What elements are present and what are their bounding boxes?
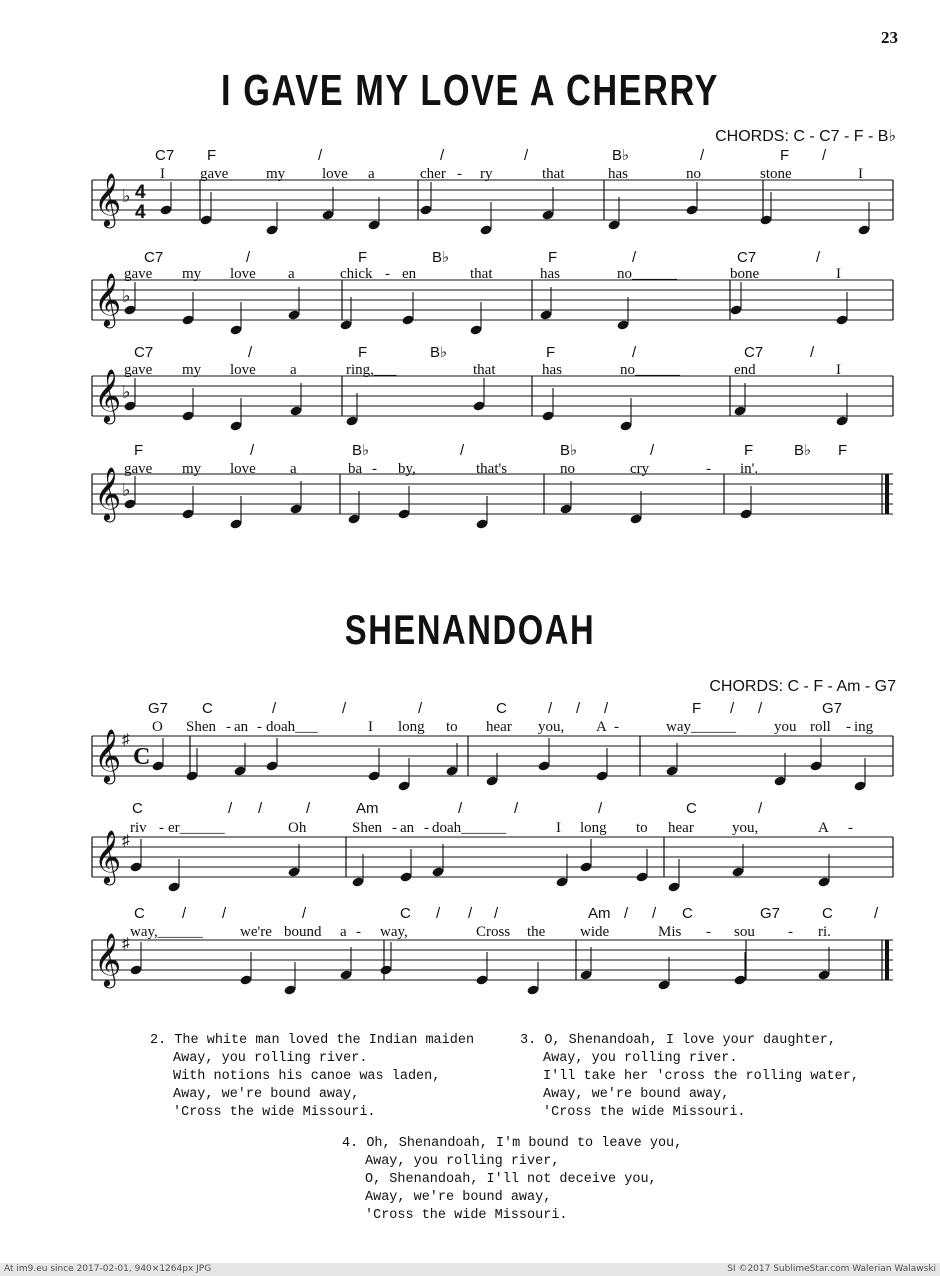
treble-clef-icon: 𝄞 bbox=[94, 368, 122, 422]
lyric-syllable: no______ bbox=[620, 362, 680, 378]
lyric-syllable: I bbox=[556, 820, 561, 836]
lyric-syllable: love bbox=[230, 362, 256, 378]
flat-sign: ♭ bbox=[122, 286, 131, 306]
chord-symbol: / bbox=[874, 905, 879, 922]
treble-clef-icon: 𝄞 bbox=[94, 829, 122, 883]
lyric-syllable: - bbox=[848, 820, 853, 836]
lyric-syllable: a bbox=[290, 362, 297, 378]
lyric-syllable: by, bbox=[398, 461, 416, 477]
chord-symbol: / bbox=[458, 800, 463, 817]
lyric-syllable: - bbox=[159, 820, 164, 836]
lyric-syllable: cher bbox=[420, 166, 446, 182]
chord-symbol: / bbox=[816, 249, 821, 266]
chord-symbol: / bbox=[306, 800, 311, 817]
chord-symbol: C bbox=[400, 905, 411, 922]
chord-symbol: / bbox=[440, 147, 445, 164]
lyric-syllable: A bbox=[818, 820, 829, 836]
chord-symbol: B♭ bbox=[432, 249, 450, 266]
treble-clef-icon: 𝄞 bbox=[94, 172, 122, 226]
chord-symbol: B♭ bbox=[794, 442, 812, 459]
chord-symbol: / bbox=[228, 800, 233, 817]
chord-symbol: / bbox=[758, 700, 763, 717]
verse-4 bbox=[342, 1135, 682, 1225]
chord-symbol: F bbox=[134, 442, 144, 459]
verse-line: Away, we're bound away, bbox=[173, 1087, 360, 1102]
lyric-syllable: stone bbox=[760, 166, 792, 182]
chord-symbol: / bbox=[342, 700, 347, 717]
lyric-syllable: has bbox=[542, 362, 562, 378]
lyric-syllable: we're bbox=[240, 924, 272, 940]
chord-symbol: / bbox=[246, 249, 251, 266]
lyric-syllable: - bbox=[385, 266, 390, 282]
lyric-syllable: has bbox=[540, 266, 560, 282]
lyric-syllable: - bbox=[846, 719, 851, 735]
verse-line: Away, we're bound away, bbox=[365, 1190, 552, 1205]
chord-symbol: / bbox=[514, 800, 519, 817]
flat-sign: ♭ bbox=[122, 480, 131, 500]
chord-symbol: C bbox=[132, 800, 143, 817]
chord-symbol: / bbox=[548, 700, 553, 717]
lyric-syllable: an bbox=[400, 820, 415, 836]
chord-symbol: B♭ bbox=[560, 442, 578, 459]
verse-line: Away, you rolling river. bbox=[543, 1051, 738, 1066]
chord-symbol: / bbox=[652, 905, 657, 922]
lyric-syllable: - bbox=[257, 719, 262, 735]
chord-symbol: F bbox=[692, 700, 702, 717]
lyric-syllable: - bbox=[788, 924, 793, 940]
chord-symbol: G7 bbox=[822, 700, 843, 717]
lyric-syllable: Cross bbox=[476, 924, 511, 940]
chords-list-shenandoah: CHORDS: C - F - Am - G7 bbox=[709, 678, 896, 695]
lyric-syllable: a bbox=[368, 166, 375, 182]
lyric-syllable: bone bbox=[730, 266, 760, 282]
lyric-syllable: - bbox=[424, 820, 429, 836]
lyric-syllable: long bbox=[398, 719, 425, 735]
chord-symbol: / bbox=[524, 147, 529, 164]
lyric-syllable: - bbox=[614, 719, 619, 735]
verse-line: I'll take her 'cross the rolling water, bbox=[543, 1069, 859, 1084]
chord-symbol: / bbox=[730, 700, 735, 717]
chord-symbol: / bbox=[302, 905, 307, 922]
footer-right: SI ©2017 SublimeStar.com Walerian Walawski bbox=[727, 1264, 936, 1274]
lyric-syllable: long bbox=[580, 820, 607, 836]
chord-symbol: / bbox=[258, 800, 263, 817]
chord-symbol: C bbox=[822, 905, 833, 922]
chord-symbol: C7 bbox=[134, 344, 154, 361]
verse-number: 2. bbox=[150, 1033, 167, 1048]
chord-symbol: / bbox=[222, 905, 227, 922]
lyric-syllable: ry bbox=[480, 166, 493, 182]
lyric-syllable: love bbox=[230, 266, 256, 282]
chord-symbol: C7 bbox=[144, 249, 164, 266]
lyric-syllable: love bbox=[230, 461, 256, 477]
lyric-syllable: my bbox=[182, 461, 202, 477]
lyric-syllable: gave bbox=[124, 461, 153, 477]
chord-symbol: F bbox=[744, 442, 754, 459]
lyric-syllable: love bbox=[322, 166, 348, 182]
chord-symbol: / bbox=[632, 249, 637, 266]
chord-symbol: B♭ bbox=[430, 344, 448, 361]
lyric-syllable: gave bbox=[124, 362, 153, 378]
chord-symbol: G7 bbox=[760, 905, 781, 922]
chord-symbol: / bbox=[700, 147, 705, 164]
lyric-syllable: to bbox=[446, 719, 458, 735]
lyric-syllable: no______ bbox=[617, 266, 677, 282]
lyric-syllable: Oh bbox=[288, 820, 307, 836]
chord-symbol: Am bbox=[588, 905, 611, 922]
chord-symbol: / bbox=[822, 147, 827, 164]
lyric-syllable: bound bbox=[284, 924, 322, 940]
lyric-syllable: has bbox=[608, 166, 628, 182]
verse-line: O, Shenandoah, I love your daughter, bbox=[544, 1033, 836, 1048]
lyric-syllable: that bbox=[473, 362, 496, 378]
verse-number: 3. bbox=[520, 1033, 537, 1048]
lyric-syllable: I bbox=[368, 719, 373, 735]
chord-symbol: / bbox=[650, 442, 655, 459]
chord-symbol: F bbox=[546, 344, 556, 361]
lyric-syllable: wide bbox=[580, 924, 610, 940]
chord-symbol: C bbox=[496, 700, 507, 717]
verse-line: O, Shenandoah, I'll not deceive you, bbox=[365, 1172, 657, 1187]
chord-symbol: F bbox=[207, 147, 217, 164]
chord-symbol: / bbox=[624, 905, 629, 922]
sharp-sign: ♯ bbox=[122, 833, 130, 849]
lyric-syllable: - bbox=[372, 461, 377, 477]
chord-symbol: F bbox=[358, 249, 368, 266]
flat-sign: ♭ bbox=[122, 186, 131, 206]
chord-symbol: / bbox=[604, 700, 609, 717]
lyric-syllable: I bbox=[836, 362, 841, 378]
verse-line: 'Cross the wide Missouri. bbox=[173, 1105, 376, 1120]
lyric-syllable: you, bbox=[732, 820, 759, 836]
lyric-syllable: an bbox=[234, 719, 249, 735]
lyric-syllable: my bbox=[266, 166, 286, 182]
lyric-syllable: no bbox=[686, 166, 701, 182]
lyric-syllable: a bbox=[288, 266, 295, 282]
lyric-syllable: you bbox=[774, 719, 797, 735]
lyric-syllable: a bbox=[290, 461, 297, 477]
chord-symbol: F bbox=[358, 344, 368, 361]
lyric-syllable: - bbox=[226, 719, 231, 735]
chord-symbol: / bbox=[436, 905, 441, 922]
verse-line: Away, we're bound away, bbox=[543, 1087, 730, 1102]
chord-symbol: / bbox=[182, 905, 187, 922]
lyric-syllable: en bbox=[402, 266, 417, 282]
chords-list-cherry: CHORDS: C - C7 - F - B♭ bbox=[715, 128, 896, 145]
lyric-syllable: ring,___ bbox=[346, 362, 397, 378]
lyric-syllable: - bbox=[356, 924, 361, 940]
chord-symbol: / bbox=[272, 700, 277, 717]
verse-line: The white man loved the Indian maiden bbox=[174, 1033, 475, 1048]
verse-2 bbox=[150, 1032, 474, 1122]
lyric-syllable: sou bbox=[734, 924, 755, 940]
chord-symbol: B♭ bbox=[612, 147, 630, 164]
chord-symbol: / bbox=[632, 344, 637, 361]
lyric-syllable: chick bbox=[340, 266, 373, 282]
lyric-syllable: the bbox=[527, 924, 546, 940]
lyric-syllable: my bbox=[182, 266, 202, 282]
lyric-syllable: in'. bbox=[740, 461, 759, 477]
lyric-syllable: way,______ bbox=[130, 924, 203, 940]
lyric-syllable: ing bbox=[854, 719, 874, 735]
lyric-syllable: A bbox=[596, 719, 607, 735]
lyric-syllable: I bbox=[836, 266, 841, 282]
verse-line: Oh, Shenandoah, I'm bound to leave you, bbox=[366, 1136, 683, 1151]
treble-clef-icon: 𝄞 bbox=[94, 466, 122, 520]
lyric-syllable: I bbox=[160, 166, 165, 182]
sharp-sign: ♯ bbox=[122, 936, 130, 952]
chord-symbol: / bbox=[468, 905, 473, 922]
lyric-syllable: way______ bbox=[666, 719, 736, 735]
chord-symbol: C bbox=[134, 905, 145, 922]
lyric-syllable: that bbox=[470, 266, 493, 282]
verse-line: Away, you rolling river. bbox=[173, 1051, 368, 1066]
lyric-syllable: gave bbox=[124, 266, 153, 282]
lyric-syllable: riv bbox=[130, 820, 147, 836]
lyric-syllable: O bbox=[152, 719, 163, 735]
lyric-syllable: my bbox=[182, 362, 202, 378]
lyric-syllable: cry bbox=[630, 461, 650, 477]
chord-symbol: / bbox=[494, 905, 499, 922]
time-signature-top: 4 bbox=[135, 182, 146, 203]
verse-line: Away, you rolling river, bbox=[365, 1154, 560, 1169]
time-signature-bottom: 4 bbox=[135, 202, 146, 223]
chord-symbol: / bbox=[598, 800, 603, 817]
lyric-syllable: to bbox=[636, 820, 648, 836]
chord-symbol: / bbox=[460, 442, 465, 459]
lyric-syllable: ri. bbox=[818, 924, 831, 940]
lyric-syllable: that's bbox=[476, 461, 508, 477]
treble-clef-icon: 𝄞 bbox=[94, 932, 122, 986]
lyric-syllable: that bbox=[542, 166, 565, 182]
lyric-syllable: way, bbox=[380, 924, 408, 940]
flat-sign: ♭ bbox=[122, 382, 131, 402]
lyric-syllable: - bbox=[457, 166, 462, 182]
lyric-syllable: no bbox=[560, 461, 575, 477]
chord-symbol: C bbox=[202, 700, 213, 717]
lyric-syllable: Shen bbox=[186, 719, 216, 735]
chord-symbol: / bbox=[248, 344, 253, 361]
chord-symbol: / bbox=[758, 800, 763, 817]
lyric-syllable: Shen bbox=[352, 820, 382, 836]
chord-symbol: C7 bbox=[744, 344, 764, 361]
lyric-syllable: - bbox=[706, 924, 711, 940]
chord-symbol: / bbox=[576, 700, 581, 717]
chord-symbol: C bbox=[682, 905, 693, 922]
lyric-syllable: roll bbox=[810, 719, 831, 735]
chord-symbol: F bbox=[780, 147, 790, 164]
verse-line: 'Cross the wide Missouri. bbox=[543, 1105, 746, 1120]
chord-symbol: / bbox=[250, 442, 255, 459]
chord-symbol: G7 bbox=[148, 700, 169, 717]
lyric-syllable: - bbox=[706, 461, 711, 477]
lyric-syllable: hear bbox=[668, 820, 694, 836]
chord-symbol: B♭ bbox=[352, 442, 370, 459]
treble-clef-icon: 𝄞 bbox=[94, 728, 122, 782]
chord-symbol: / bbox=[810, 344, 815, 361]
sharp-sign: ♯ bbox=[122, 732, 130, 748]
chord-symbol: Am bbox=[356, 800, 379, 817]
chord-symbol: C bbox=[686, 800, 697, 817]
lyric-syllable: doah______ bbox=[432, 820, 507, 836]
lyric-syllable: hear bbox=[486, 719, 512, 735]
common-time-symbol: C bbox=[133, 744, 151, 770]
lyric-syllable: a bbox=[340, 924, 347, 940]
lyric-syllable: doah___ bbox=[266, 719, 318, 735]
chord-symbol: / bbox=[418, 700, 423, 717]
lyric-syllable: I bbox=[858, 166, 863, 182]
song-title-cherry: I GAVE MY LOVE A CHERRY bbox=[220, 66, 719, 115]
chord-symbol: F bbox=[838, 442, 848, 459]
chord-symbol: F bbox=[548, 249, 558, 266]
lyric-syllable: end bbox=[734, 362, 756, 378]
verse-line: 'Cross the wide Missouri. bbox=[365, 1208, 568, 1223]
treble-clef-icon: 𝄞 bbox=[94, 272, 122, 326]
lyric-syllable: you, bbox=[538, 719, 565, 735]
page-number: 23 bbox=[881, 28, 898, 47]
lyric-syllable: ba bbox=[348, 461, 363, 477]
chord-symbol: C7 bbox=[155, 147, 175, 164]
chord-symbol: C7 bbox=[737, 249, 757, 266]
verse-number: 4. bbox=[342, 1136, 359, 1151]
verse-line: With notions his canoe was laden, bbox=[173, 1069, 441, 1084]
footer-left: At im9.eu since 2017-02-01, 940×1264px JPG bbox=[4, 1264, 212, 1274]
verse-3 bbox=[520, 1032, 859, 1122]
song-title-shenandoah: SHENANDOAH bbox=[344, 606, 596, 653]
lyric-syllable: Mis bbox=[658, 924, 682, 940]
lyric-syllable: gave bbox=[200, 166, 229, 182]
lyric-syllable: - bbox=[392, 820, 397, 836]
footer-bar bbox=[0, 1263, 940, 1276]
chord-symbol: / bbox=[318, 147, 323, 164]
lyric-syllable: er______ bbox=[168, 820, 225, 836]
